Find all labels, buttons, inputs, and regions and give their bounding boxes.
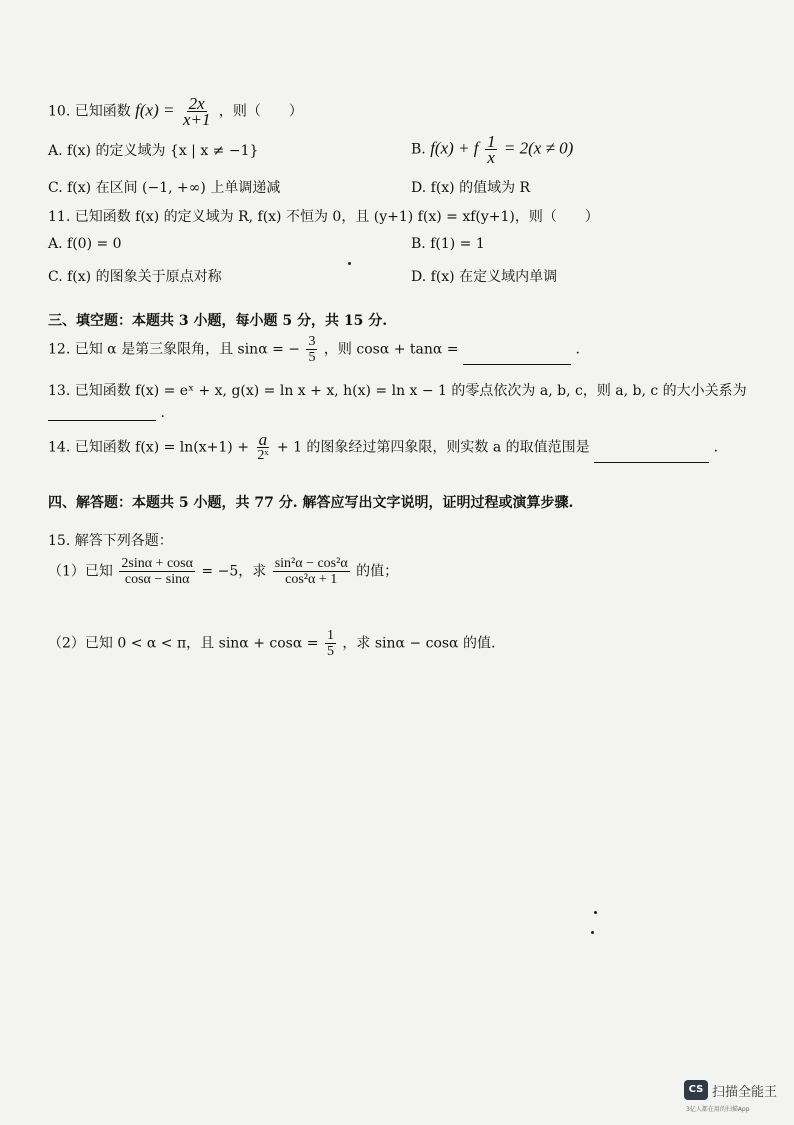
q10-option-d: D. f(x) 的值域为 R [411, 180, 531, 196]
q12: 12. 已知 α 是第三象限角，且 sinα = − $\frac{3}{5}$ ，则 cosα + tanα = . [48, 334, 580, 365]
q11-option-b: B. f(1) = 1 [411, 236, 485, 252]
q15-stem: 15. 解答下列各题： [48, 533, 173, 549]
q10-option-a: A. f(x) 的定义域为 {x | x ≠ −1} [48, 143, 259, 159]
q15-p1-fraction1: $\frac{2\sin\alpha + \cos\alpha}{\cos\alpha - \sin\alpha}$ [121, 556, 193, 587]
q12-fraction: $\frac{3}{5}$ [308, 334, 316, 365]
scan-speck [348, 262, 351, 265]
section4-title: 四、解答题：本题共 5 小题，共 77 分. 解答应写出文字说明，证明过程或演算步骤. [48, 495, 574, 511]
q10-fraction: $\frac{2x}{x+1}$ [182, 94, 211, 129]
q11-option-a: A. f(0) = 0 [48, 236, 122, 252]
scan-speck [594, 911, 597, 914]
q10-option-b: B. f(x) + f $\frac{1}{x}$ = 2(x ≠ 0) [411, 132, 574, 167]
q15-p1-fraction2: $\frac{\text{sin²α − cos²α}}{\text{cos²α + 1}}$ [274, 556, 348, 587]
q15-part1: （1）已知 $\frac{2\sin\alpha + \cos\alpha}{\cos\alpha - \sin\alpha}$ = −5，求 $\frac{\text{sin²α − cos²α}}{\text{cos²α + 1}}$ 的值； [48, 556, 399, 587]
scan-speck [591, 931, 594, 934]
watermark-name: 扫描全能王 [712, 1085, 778, 1100]
watermark-tagline: 3亿人都在用的扫描App [686, 1106, 750, 1113]
q10-stem: 10. 已知函数 f(x) = $\frac{2x}{x+1}$ ，则（ ） [48, 94, 303, 129]
q10-b-fraction: $\frac{1}{x}$ [486, 132, 496, 167]
q11-stem: 11. 已知函数 f(x) 的定义域为 R, f(x) 不恒为 0，且 (y+1) f(x) = xf(y+1)，则（ ） [48, 209, 599, 225]
q10-option-c: C. f(x) 在区间 (−1, +∞) 上单调递减 [48, 180, 281, 196]
q11-option-d: D. f(x) 在定义域内单调 [411, 269, 558, 285]
q14: 14. 已知函数 f(x) = ln(x+1) + $\frac{a}{\text{2ˣ}}$ + 1 的图象经过第四象限，则实数 a 的取值范围是 . [48, 430, 719, 463]
q13-answer-line: . [48, 404, 165, 421]
q11-option-c: C. f(x) 的图象关于原点对称 [48, 269, 222, 285]
q13-answer-blank[interactable] [48, 404, 156, 421]
section3-title: 三、填空题：本题共 3 小题，每小题 5 分，共 15 分. [48, 313, 388, 329]
camscanner-logo-icon: CS [684, 1080, 708, 1100]
q13: 13. 已知函数 f(x) = eˣ + x, g(x) = ln x + x, h(x) = ln x − 1 的零点依次为 a, b, c，则 a, b, c 的大小关系为 [48, 383, 747, 399]
q12-answer-blank[interactable] [463, 348, 571, 365]
q14-answer-blank[interactable] [594, 446, 709, 463]
q14-fraction: $\frac{a}{\text{2ˣ}}$ [257, 430, 269, 463]
q15-p2-fraction: $\frac{1}{5}$ [326, 628, 334, 659]
q15-part2: （2）已知 0 < α < π，且 sinα + cosα = $\frac{1}{5}$ ，求 sinα − cosα 的值. [48, 628, 496, 659]
